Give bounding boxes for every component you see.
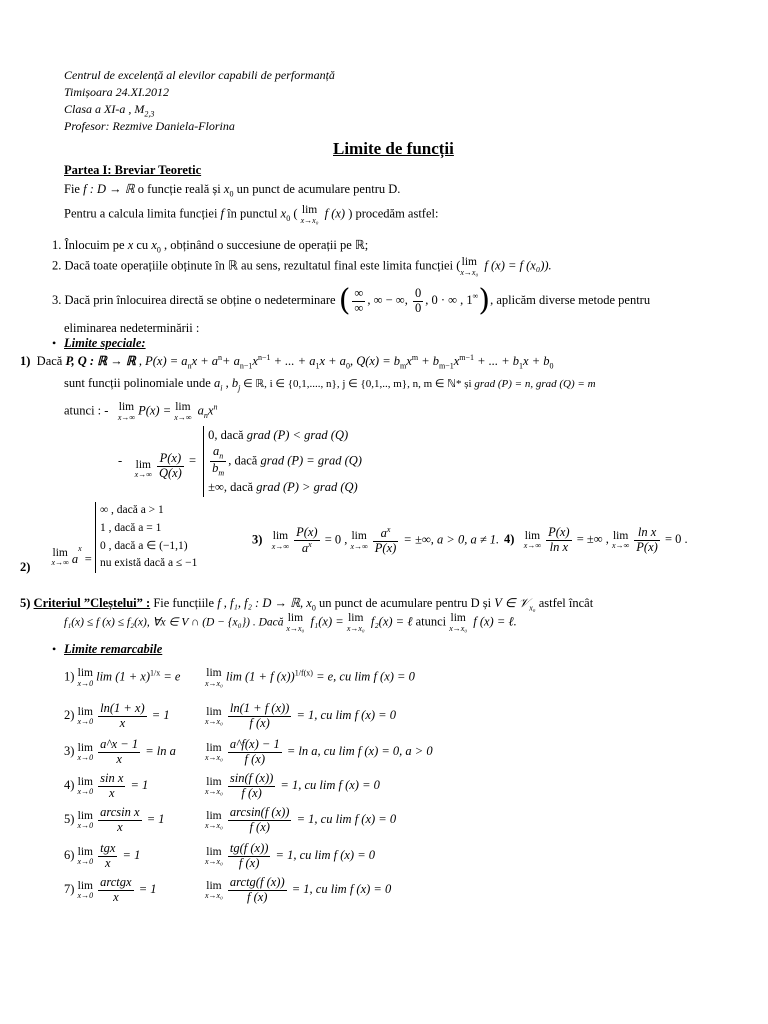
header-location-date: Timișoara 24.XI.2012 — [64, 85, 170, 99]
remarkable-item-3-basic: 3) lim x→0 $\frac{a\^{}x - 1}{x}$ = ln a — [64, 737, 176, 766]
special-2: 2) lim x→∞ $a^x$ = ∞ , dacă a > 1 1 , dacă a = 1 0 , dacă a ∈ (−1,1) nu există dacă a ≤ −1 — [20, 504, 198, 574]
remarkable-item-2-general: lim x→x₀ $\frac{\ln(1 + f (x))}{f (x)}$ = 1, cu lim f (x) = 0 — [205, 701, 396, 730]
remarkable-item-3-general: lim x→x₀ $\frac{a\^{}f(x) - 1}{f (x)}$ = ln a, cu lim f (x) = 0, a > 0 — [205, 737, 433, 766]
intro-line-2: Pentru a calcula limita funcției f în punctul $x_0$ ( lim x→x₀ f (x) ) procedăm astfel: — [64, 204, 439, 225]
bullet-special: • — [52, 336, 57, 350]
remarkable-item-1-basic: 1) lim x→0 $\lim (1 + x)^{1/x} = e$ — [64, 667, 181, 688]
header-class: Clasa a XI-a , $M_{2,3}$ — [64, 102, 155, 119]
header-teacher: Profesor: Rezmive Daniela-Florina — [64, 119, 235, 133]
remarkable-item-5-basic: 5) lim x→0 $\frac{\text{arcsin x}}{x}$ = 1 — [64, 805, 165, 834]
special-heading: Limite speciale: — [64, 336, 146, 350]
remarkable-item-6-basic: 6) lim x→0 $\frac{\text{tgx}}{x}$ = 1 — [64, 841, 141, 870]
remarkable-item-6-general: lim x→x₀ $\frac{tg(f (x))}{f (x)}$ = 1, cu lim f (x) = 0 — [205, 841, 376, 870]
criteria-line-1: 5) Criteriul ”Cleștelui” : Fie funcțiile f , f₁, f₂ : D → ℝ, $x_0$ un punct de acumulare pentru D și V ∈ 𝒱$_{x_0}$ astfel încât — [20, 596, 594, 613]
remarkable-item-7-general: lim x→x₀ $\frac{\text{arctg(f (x))}}{f (x)}$ = 1, cu lim f (x) = 0 — [205, 875, 392, 904]
page-title: Limite de funcții — [333, 139, 454, 158]
special-1-conditions: sunt funcții polinomiale unde $a_i$ , $b_j$ ∈ ℝ, i ∈ {0,1,...., n}, j ∈ {0,1,.., m}, n, m ∈ ℕ* și grad (P) = n, grad (Q) = m — [64, 376, 596, 393]
remarkable-item-4-basic: 4) lim x→0 $\frac{\text{sin x}}{x}$ = 1 — [64, 771, 149, 800]
special-1-definition: 1) Dacă P, Q : ℝ → ℝ , $P(x) = a_nx + a^n+ a_{n-1}x^{n-1}$ + ... + $a_1x + a_0$, $Q(x) = b_mx^m + b_{m-1}x^{m-1}$ + ... + $b_1x + b_0$ — [20, 353, 554, 371]
header-institution: Centrul de excelență al elevilor capabili de performanță — [64, 68, 335, 82]
remarkable-item-2-basic: 2) lim x→0 $\frac{\ln(1 + x)}{x}$ = 1 — [64, 701, 170, 730]
part1-heading: Partea I: Breviar Teoretic — [64, 163, 202, 177]
step-3: 3. Dacă prin înlocuirea directă se obține o nedeterminare ( $\frac{\infty}{\infty}$ , ∞ − ∞, $\frac{0}{0}$ , 0 · ∞ , 1∞), aplicăm diverse metode pentru — [52, 283, 651, 318]
special-1-case-a: atunci : - lim x→∞ P(x) = lim x→∞ $a_nx^n$ — [64, 401, 218, 422]
remarkable-item-4-general: lim x→x₀ $\frac{\sin(f (x))}{f (x)}$ = 1, cu lim f (x) = 0 — [205, 771, 380, 800]
criteria-line-2: f₁(x) ≤ f (x) ≤ f₂(x), ∀x ∈ V ∩ (D − {x₀}) . Dacă lim x→x₀ f₁(x) = lim x→x₀ f₂(x) = ℓ atunci lim x→x₀ f (x) = ℓ. — [64, 612, 517, 633]
intro-line-1: Fie f : D → ℝ o funcție reală și $x_0$ un punct de acumulare pentru D. — [64, 182, 401, 199]
remarkable-item-1-general: lim x→x₀ lim (1 + f (x))$^{1/f(x)}$ = e, cu lim f (x) = 0 — [205, 667, 415, 688]
step-3-continued: eliminarea nedeterminării : — [64, 321, 200, 335]
step-1: 1. Înlocuim pe x cu $x_0$ , obținând o succesiune de operații pe ℝ; — [52, 238, 369, 255]
remarkable-heading: Limite remarcabile — [64, 642, 163, 656]
special-4: 4) lim x→∞ $\frac{P(x)}{\text{ln x}}$ = ±∞ , lim x→∞ $\frac{\text{ln x}}{P(x)}$ = 0 . — [504, 525, 688, 554]
step-2: 2. Dacă toate operațiile obținute în ℝ au sens, rezultatul final este limita funcției ( lim x→x₀ f (x) = f (x₀)). — [52, 256, 552, 277]
special-3: 3) lim x→∞ $\frac{P(x)}{a^x}$ = 0 , lim x→∞ $\frac{a^x}{P(x)}$ = ±∞, a > 0, a ≠ 1. — [252, 525, 500, 555]
remarkable-item-7-basic: 7) lim x→0 $\frac{\text{arctgx}}{x}$ = 1 — [64, 875, 157, 904]
remarkable-item-5-general: lim x→x₀ $\frac{\arcsin(f (x))}{f (x)}$ = 1, cu lim f (x) = 0 — [205, 805, 397, 834]
bullet-remarkable: • — [52, 642, 57, 656]
special-1-case-b: - lim x→∞ $\frac{P(x)}{Q(x)}$ = 0, dacă grad (P) < grad (Q) $\frac{a_n}{b_m}$ , dacă grad (P) = grad (Q) ±∞, dacă grad (P) > grad (Q) — [118, 426, 362, 497]
